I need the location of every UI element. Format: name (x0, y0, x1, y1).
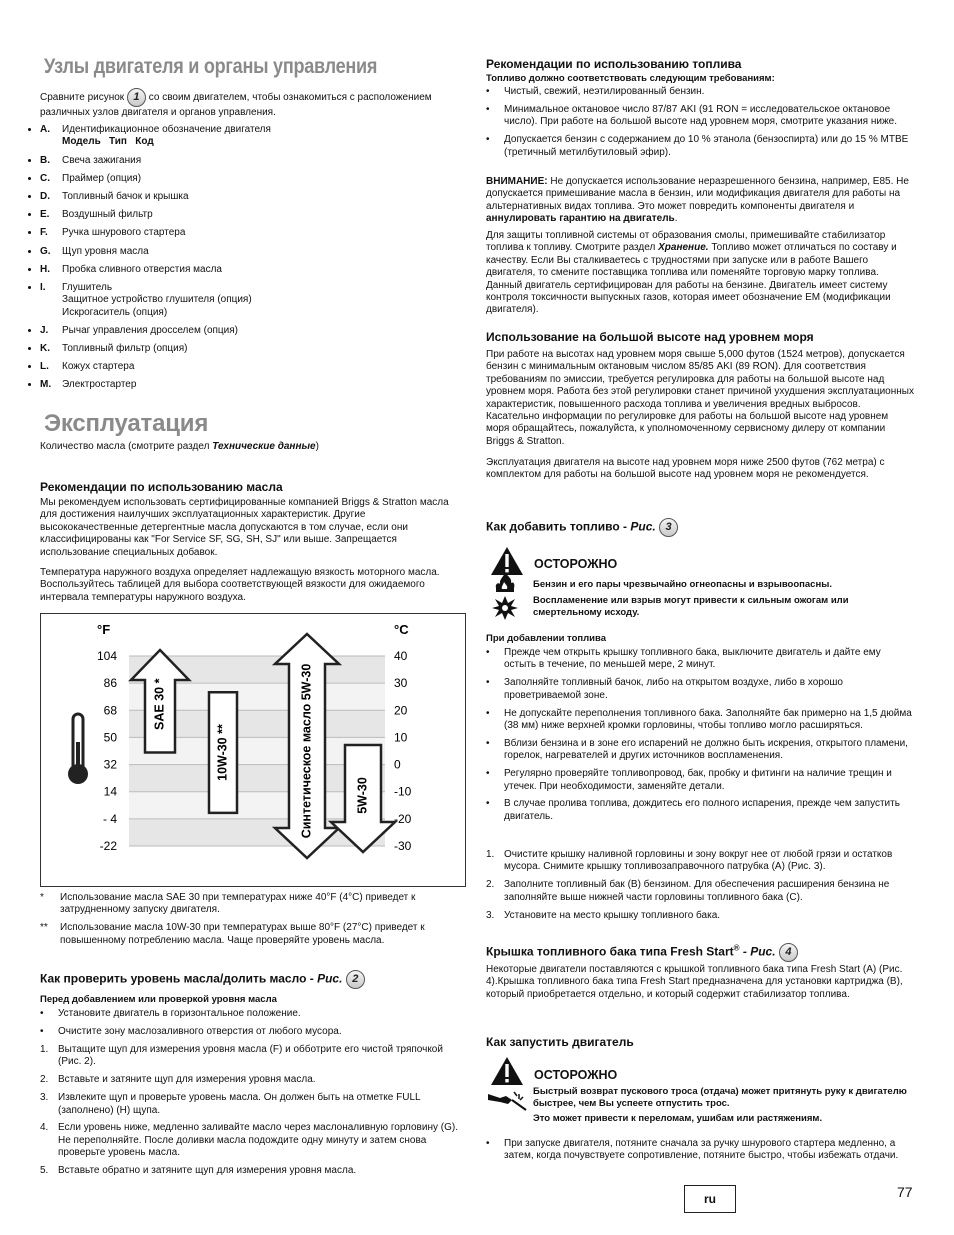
fuel-requirements-list (486, 86, 914, 164)
celsius-tick-label: 10 (394, 730, 408, 745)
step-item: 2. Заполните топливный бак (B) бензином. Для обеспечения расширения бензина не заполняйте выше нижней части горловины топливного бака (C). (486, 879, 890, 903)
oil-range-label: 10W-30 ** (215, 724, 230, 781)
step-item: 4. Если уровень ниже, медленно заливайте масло через маслоналивную горловину (G). Не переполняйте. После доливки масла подождите одну минуту и затем снова проверьте уровень масла. (40, 1122, 458, 1159)
oil-quantity-note: Количество масла (смотрите раздел Технические данные) (40, 441, 319, 452)
celsius-tick-label: 20 (394, 703, 408, 718)
compare-paragraph: Сравните рисунок 1 со своим двигателем, чтобы ознакомиться с расположением различных узлов двигателя и органов управления. (40, 88, 464, 119)
fuel-attention-note: ВНИМАНИЕ: Не допускается использование неразрешенного бензина, например, E85. Не допускается примешивание масла в бензин, или модификация двигателя для работы на альтернативных видах топлива. Это может повредить компоненты двигателя и аннулировать гарантию на двигатель. (486, 176, 909, 225)
check-oil-steps (40, 1044, 464, 1183)
high-altitude-text: При работе на высотах над уровнем моря свыше 5,000 футов (1524 метров), допускается бензин с минимальным октановым числом 85/85 AKI (89 RON). Для соответствия требованиям по эмиссии, требуется регулировка для работы на большой высоте над уровнем моря. Работа без этой регулировки станет причиной ухудшения эксплуатационных характеристик, повышенного расхода топлива и увеличения вредных выбросов. Касательно информации по регулировке для работы на большой высоте над уровнем моря обращайтесь, пожалуйста, к уполномоченному сервисному дилеру от компании Briggs & Stratton. (486, 349, 914, 447)
low-altitude-text: Эксплуатация двигателя на высоте над уровнем моря ниже 2500 футов (762 метра) с комплектом для работы на большой высоте над уровнем моря не рекомендуется. (486, 457, 885, 481)
start-engine-heading: Как запустить двигатель (486, 1035, 634, 1049)
part-item: • A. Идентификационное обозначение двигателя Модель Тип Код (40, 124, 464, 149)
warning-2-line-1: Быстрый возврат пускового троса (отдача) может притянуть руку к двигателю быстрее, чем Вы успеете отпустить трос. (533, 1086, 907, 1109)
list-item: • Не допускайте переполнения топливного бака. Заполняйте бак примерно на 1,5 дюйма (38 мм) ниже верхней кромки горловины, чтобы топливо могло расширяться. (486, 707, 912, 731)
warning-1-line-2: Воспламенение или взрыв могут привести к сильным ожогам или смертельному исходу. (533, 595, 849, 618)
oil-range-label: SAE 30 * (152, 678, 167, 730)
part-item: • H. Пробка сливного отверстия масла (40, 264, 464, 276)
section-title-operation: Эксплуатация (44, 410, 209, 437)
fahrenheit-tick-label: 50 (103, 730, 117, 745)
oil-footnotes (40, 892, 464, 953)
step-item: 3. Извлеките щуп и проверьте уровень масла. Он должен быть на отметке FULL (заполнено) (H) щупа. (40, 1092, 421, 1116)
fahrenheit-tick-label: 68 (103, 703, 117, 718)
fahrenheit-tick-label: -22 (99, 839, 117, 853)
fresh-start-heading: Крышка топливного бака типа Fresh Start® - Рис. 4 (486, 943, 914, 962)
warning-triangle-icon (490, 1056, 524, 1086)
oil-viscosity-chart-svg (41, 614, 467, 888)
part-item: • G. Щуп уровня масла (40, 246, 464, 258)
oil-viscosity-chart (40, 613, 466, 887)
list-item: • Прежде чем открыть крышку топливного бака, выключите двигатель и дайте ему остыть в течение, по меньшей мере, 2 минут. (486, 647, 881, 671)
list-item: • Допускается бензин с содержанием до 10 % этанола (бензоспирта) или до 15 % MTBE (третичный метилбутиловый эфир). (486, 134, 909, 158)
oil-range-label: Синтетическое масло 5W-30 (299, 663, 314, 839)
part-item: • E. Воздушный фильтр (40, 209, 464, 221)
language-badge: ru (684, 1185, 736, 1213)
explosion-hazard-icon (491, 595, 519, 621)
list-item: • В случае пролива топлива, дождитесь его полного испарения, прежде чем запустить двигатель. (486, 798, 900, 822)
part-item: • B. Свеча зажигания (40, 155, 464, 167)
part-item: • M. Электростартер (40, 379, 464, 391)
footnote: ** Использование масла 10W-30 при температурах выше 80°F (27°C) приведет к повышенному потреблению масла. Чаще проверяйте уровень масла. (40, 922, 425, 946)
celsius-tick-label: -10 (394, 784, 412, 799)
part-item: • C. Праймер (опция) (40, 173, 464, 185)
celsius-tick-label: -20 (394, 811, 412, 826)
celsius-tick-label: 0 (394, 757, 401, 772)
warning-2-line-2: Это может привести к переломам, ушибам или растяжениям. (533, 1113, 823, 1124)
step-item: 5. Вставьте обратно и затяните щуп для измерения уровня масла. (40, 1165, 357, 1177)
add-fuel-heading: Как добавить топливо - Рис. 3 (486, 518, 678, 537)
part-item: • L. Кожух стартера (40, 361, 464, 373)
parts-list (40, 124, 464, 398)
part-item: • J. Рычаг управления дросселем (опция) (40, 325, 464, 337)
start-engine-bullets (486, 1138, 914, 1168)
celsius-tick-label: 40 (394, 649, 408, 663)
fahrenheit-tick-label: - 4 (102, 811, 117, 826)
warning-1-heading: ОСТОРОЖНО (534, 557, 618, 571)
high-altitude-heading: Использование на большой высоте над уровнем моря (486, 330, 814, 344)
fuel-stabilizer-text: Для защиты топливной системы от образования смолы, примешивайте стабилизатор топлива к топливу. Смотрите раздел Хранение. Топливо может отличаться по составу и качеству. Если Вы сталкиваетесь с трудностями при запуске или в работе Вашего двигателя, то смените поставщика топлива или поменяйте торговую марку топлива. Данный двигатель сертифицирован для работы на бензине. Двигатель имеет систему контроля токсичности выпускных газов, которая имеет обозначение EM (модификации двигателя). (486, 230, 897, 316)
thermometer-mercury-icon (76, 742, 80, 772)
step-item: 2. Вставьте и затяните щуп для измерения уровня масла. (40, 1074, 316, 1086)
part-item: • I. Глушитель Защитное устройство глушителя (опция) Искрогаситель (опция) (40, 282, 464, 319)
list-item: • Заполняйте топливный бачок, либо на открытом воздухе, либо в хорошо проветриваемой зоне. (486, 677, 843, 701)
unit-fahrenheit-label: °F (97, 622, 111, 637)
fire-hazard-icon (492, 571, 518, 593)
list-item: • При запуске двигателя, потяните сначала за ручку шнурового стартера медленно, а затем, когда почувствуете сопротивление, потяните быстро, чтобы избежать отдачи. (486, 1138, 899, 1162)
fahrenheit-tick-label: 14 (103, 784, 117, 799)
fahrenheit-tick-label: 32 (103, 757, 117, 772)
step-item: 3. Установите на место крышку топливного бака. (486, 909, 721, 921)
figure-4-icon: 4 (779, 943, 798, 962)
check-oil-subheading: Перед добавлением или проверкой уровня масла (40, 994, 277, 1005)
list-item: • Минимальное октановое число 87/87 AKI (91 RON = исследовательское октановое число). При работе на большой высоте над уровнем моря, смотрите указания ниже. (486, 103, 897, 128)
warning-2-heading: ОСТОРОЖНО (534, 1068, 618, 1082)
oil-recommendations-text: Мы рекомендуем использовать сертифицированные компанией Briggs & Stratton масла для достижения наилучших эксплуатационных характеристик. Другие высококачественные детергентные масла допускаются в том случае, если они классифицированы как "For Service SF, SG, SH, SJ" или выше. Запрещается использование специальных добавок. (40, 497, 449, 558)
add-fuel-steps (486, 849, 914, 927)
add-fuel-bullets (486, 647, 914, 829)
part-item: • D. Топливный бачок и крышка (40, 191, 464, 203)
step-item: 1. Вытащите щуп для измерения уровня масла (F) и обботрите его чистой тряпочкой (Рис. 2). (40, 1044, 443, 1068)
check-oil-bullets (40, 1008, 464, 1044)
figure-2-icon: 2 (346, 970, 365, 989)
list-item: • Вблизи бензина и в зоне его испарений не должно быть искрения, открытого пламени, горелок, нагревателей и других источников воспламенения. (486, 737, 908, 762)
oil-viscosity-text: Температура наружного воздуха определяет надлежащую вязкость моторного масла. Воспользуйтесь таблицей для выбора соответствующей вязкости для ожидаемого интервала температуры наружного воздуха. (40, 567, 440, 603)
part-item: • K. Топливный фильтр (опция) (40, 343, 464, 355)
fuel-requirements-subheading: Топливо должно соответствовать следующим требованиям: (486, 73, 775, 84)
step-item: 1. Очистите крышку наливной горловины и зону вокруг нее от любой грязи и остатков мусора. Снимите крышку топливозаправочного патрубка (A) (Рис. 3). (486, 849, 893, 873)
list-item: • Очистите зону маслозаливного отверстия от любого мусора. (40, 1025, 342, 1037)
list-item: • Регулярно проверяйте топливопровод, бак, пробку и фитинги на наличие трещин и утечек. При необходимости, заменяйте детали. (486, 768, 892, 792)
unit-celsius-label: °C (394, 622, 409, 637)
check-oil-heading: Как проверить уровень масла/долить масло - Рис. 2 (40, 970, 464, 989)
fuel-recommendations-heading: Рекомендации по использованию топлива (486, 57, 742, 71)
list-item: • Чистый, свежий, неэтилированный бензин. (486, 86, 705, 97)
list-item: • Установите двигатель в горизонтальное положение. (40, 1008, 301, 1019)
celsius-tick-label: -30 (394, 839, 412, 853)
footnote: * Использование масла SAE 30 при температурах ниже 40°F (4°C) приведет к затрудненному запуску двигателя. (40, 892, 416, 916)
celsius-tick-label: 30 (394, 676, 408, 691)
fresh-start-text: Некоторые двигатели поставляются с крышкой топливного бака типа Fresh Start (A) (Рис. 4).Крышка топливного бака типа Fresh Start предназначена для установки картриджа (B), который приобретается отдельно, и который содержит стабилизатор топлива. (486, 964, 903, 1000)
figure-3-icon: 3 (659, 518, 678, 537)
warning-1-line-1: Бензин и его пары чрезвычайно огнеопасны и взрывоопасны. (533, 579, 832, 590)
section-title-engine-parts: Узлы двигателя и органы управления (44, 55, 378, 78)
recoil-kickback-icon (486, 1088, 528, 1114)
fahrenheit-tick-label: 104 (96, 649, 117, 663)
part-item: • F. Ручка шнурового стартера (40, 227, 464, 239)
page-number: 77 (897, 1184, 913, 1200)
oil-recommendations-heading: Рекомендации по использованию масла (40, 480, 283, 494)
fahrenheit-tick-label: 86 (103, 676, 117, 691)
oil-range-label: 5W-30 (355, 777, 370, 814)
figure-1-icon: 1 (127, 88, 146, 107)
add-fuel-subheading: При добавлении топлива (486, 633, 607, 644)
